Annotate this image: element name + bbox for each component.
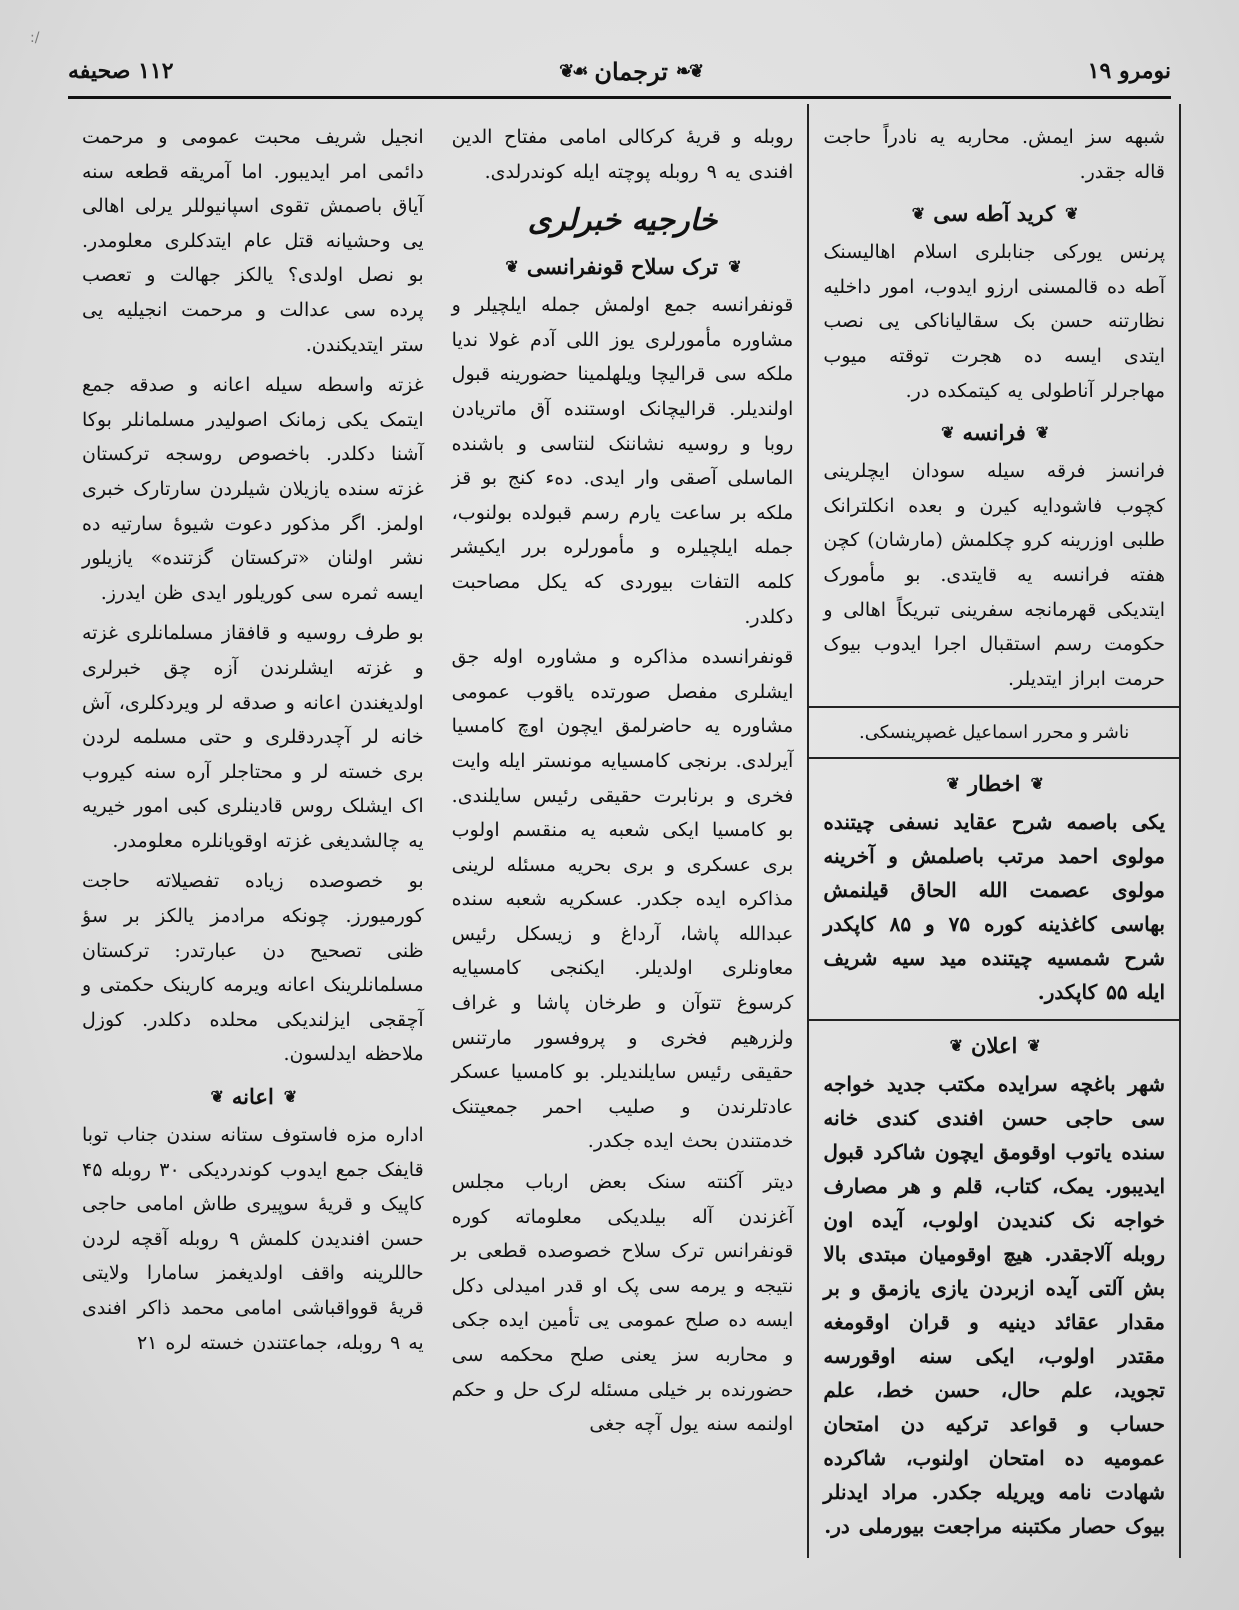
paragraph: قونفرانسده مذاکره و مشاوره اوله جق ایشلری مفصل صورتده یاقوب عمومی مشاوره یه حاضرلمق ایچون اوچ کامسیا آیرلدی. برنجی کامسیایه مونستر ایله وایت فخری و برنابرت حقیقی رئیس سایلندی. بو کامسیا ایکی شعبه یه منقسم اولوب بری عسکری و بری بحریه مسئله لرینی مذاکره ایده جکدر. عسکریه شعبه سنده عبدالله پاشا، آرداغ و زیسکل رئیس معاونلری اولدیلر. ایکنجی کامسیایه کرسوغ تتوآن و طرخان پاشا و غراف ولزرهیم فخری و پروفسور مارتنس حقیقی رئیس سایلندیلر. بو کامسیا عسکر عادتلرندن و صلیب احمر جمعیتنک خدمتندن بحث ایده جکدر. bbox=[451, 646, 794, 1153]
announcement-block bbox=[823, 1067, 1165, 1543]
column-middle bbox=[438, 104, 810, 1558]
ornament-icon: ❦❧ bbox=[675, 60, 703, 82]
divider bbox=[809, 757, 1179, 759]
section-heading bbox=[823, 199, 1165, 229]
header-rule bbox=[68, 96, 1171, 99]
paragraph: شبهه سز ایمش. محاربه یه نادراً حاجت قاله جقدر. bbox=[823, 126, 1166, 183]
foreign-news-heading: خارجیه خبرلری bbox=[527, 203, 718, 239]
section-title: فرانسه bbox=[962, 420, 1026, 446]
section-heading bbox=[823, 769, 1165, 799]
paragraph: شهر باغچه سرایده مکتب جدید خواجه سی حاجی حسن افندی کندی خانه سنده یاتوب اوقومق ایچون شاکرد قبول ایدیبور. یمک، کتاب، قلم و هر مصارف خواجه نک کندیدن اولوب، آیده اون روبله آلاجقدر. هیچ اوقومیان مبتدی بالا بش آلتی آیده ازبردن یازی یازمق و بر مقدار عقائد دینیه و قران اوقومغه مقتدر اولوب، ایکی سنه اوقورسه تجوید، علم حال، حسن خط، علم حساب و قواعد ترکیه دن امتحان عمومیه ده امتحان اولنوب، شاکرده شهادت نامه ویریله جکدر. مراد ایدنلر بیوک حصار مکتبنه مراجعت بیورملی در. bbox=[823, 1072, 1166, 1539]
paragraph: بو طرف روسیه و قافقاز مسلمانلری غزته و غزته ایشلرندن آزه چق خبرلری اولدیغندن اعانه و صدقه لر ویردکلری، آش خانه لر آچدردقلری و حتی مسلمه لردن بری خسته لر و محتاجلر آره سنه کیروب اک ایشلک روس قادینلری کبی امور خیریه یه چالشدیغی غزته اوقویانلره معلومدر. bbox=[82, 622, 424, 852]
section-heading bbox=[823, 418, 1165, 448]
publisher-line: ناشر و محرر اسماعیل غصپرینسکی. bbox=[859, 722, 1130, 744]
ornament-icon: ❦ bbox=[949, 1036, 962, 1056]
notice-block bbox=[823, 805, 1165, 1009]
masthead bbox=[68, 48, 1171, 94]
column-right bbox=[68, 104, 438, 1558]
ornament-icon: ❦ bbox=[946, 774, 958, 794]
section-title: اعانه bbox=[231, 1084, 274, 1110]
section-heading bbox=[452, 252, 794, 282]
section-heading bbox=[823, 1031, 1165, 1061]
paragraph: پرنس یورکی جنابلری اسلام اهالیسنک آطه ده قالمسنی ارزو ایدوب، امور داخلیه نظارتنه حسن بک سقالیاناکی یی نصب ایتدی ایسه ده هجرت توقته میوب مهاجرلر آناطولی یه کیتمکده در. bbox=[823, 241, 1166, 402]
ornament-icon: ❦ bbox=[1035, 423, 1048, 443]
ornament-icon: ❦ bbox=[911, 204, 924, 224]
paragraph: اداره مزه فاستوف ستانه سندن جناب توبا قایفک جمع ایدوب کوندردیکی ۳۰ روبله ۴۵ کاپیک و قریهٔ سوپیری طاش امامی حاجی حسن افندیدن کلمش ۹ روبله آقچه لردن حاللرینه واقف اولدیغمز سامارا ولایتی قریهٔ قوواقباشی امامی محمد ذاکر افندی یه ۹ روبله، جماعتندن خسته لره ۲۱ bbox=[82, 1124, 424, 1354]
ornament-icon: ❦ bbox=[210, 1087, 222, 1107]
newspaper-title bbox=[559, 57, 702, 86]
ornament-icon: ❦ bbox=[728, 257, 740, 277]
columns bbox=[68, 104, 1181, 1558]
section-title: اعلان bbox=[971, 1033, 1018, 1059]
section-title: کرید آطه سی bbox=[933, 201, 1056, 227]
paragraph: انجیل شریف محبت عمومی و مرحمت دائمی امر ایدیبور. اما آمریقه قطعه سنه آیاق باصمش تقوی اسپانیوللر یرلی اهالی یی وحشیانه قتل عام ایتدکلری معلومدر. بو نصل اولدی؟ یالکز جهالت و تعصب پرده سی عدالت و مرحمت انجیلیه یی ستر ایتدیکندن. bbox=[82, 126, 424, 356]
margin-scribble: :/ bbox=[30, 30, 40, 46]
issue-number: نومرو ١٩ bbox=[1087, 58, 1171, 84]
section-title: اخطار bbox=[967, 771, 1021, 797]
divider bbox=[809, 706, 1179, 708]
paragraph: بو خصوصده زیاده تفصیلاته حاجت کورمیورز. چونکه مرادمز یالکز بر سؤ ظنی تصحیح دن عبارتدر: ترکستان مسلمانلرینک اعانه ویرمه کارینک حکمتی و آچقجی ایزلندیکی محلده دکلدر. کوزل ملاحظه ایدلسون. bbox=[82, 870, 424, 1066]
paragraph: دیتر آکنته سنک بعض ارباب مجلس آغزندن آله بیلدیکی معلوماته کوره قونفرانس ترک سلاح خصوصده قطعی بر نتیجه و یرمه سی پک او قدر امیدلی دکل ایسه ده صلح عمومی یی تأمین ایده جکی و محاربه سز یعنی صلح محکمه سی حضورنده بر خیلی مسئله لرک حل و حکم اولنمه سنه یول آچه جغی bbox=[451, 1171, 794, 1436]
column-left bbox=[809, 104, 1181, 1558]
ornament-icon: ☙❦ bbox=[559, 60, 587, 82]
ornament-icon: ❦ bbox=[505, 257, 517, 277]
ornament-icon: ❦ bbox=[1065, 204, 1077, 224]
section-heading bbox=[82, 1082, 424, 1112]
paragraph: فرانسز فرقه سیله سودان ایچلرینی کچوب فاشودایه کیرن و بعده انکلترانک طلبی اوزرینه کرو چکلمش (مارشان) کچن هفته فرانسه یه قایتدی. بو مأمورک ایتدیکی قهرمانجه سفرینی تبریکاً اهالی و حکومت رسم استقبال اجرا ایدوب بیوک حرمت ابراز ایتدیلر. bbox=[823, 460, 1166, 690]
paragraph: غزته واسطه سیله اعانه و صدقه جمع ایتمک یکی زمانک اصولیدر مسلمانلر بوکا آشنا دکلدر. باخصوص روسجه ترکستان غزته سنده یازیلان شیلردن سارتارک خبری اولمز. اگر مذکور دعوت شیوهٔ سارتیه ده نشر اولنان «ترکستان گزتنده» یازیلور ایسه ثمره سی کوریلور ایدی ظن ایدرز. bbox=[82, 374, 424, 604]
ornament-icon: ❦ bbox=[941, 423, 953, 443]
page-number: ١١٢ صحیفه bbox=[68, 58, 174, 84]
paragraph: یکی باصمه شرح عقاید نسفی چیتنده مولوی احمد مرتب باصلمش و آخرینه مولوی عصمت الله الحاق قیلنمش بهاسی کاغذینه کوره ۷۵ و ۸۵ کاپکدر شرح شمسیه چیتنده مید سیه شریف ایله ۵۵ کاپکدر. bbox=[823, 810, 1166, 1005]
paragraph: روبله و قریهٔ کرکالی امامی مفتاح الدین افندی یه ۹ روبله پوچته ایله کوندرلدی. bbox=[451, 126, 794, 183]
ornament-icon: ❦ bbox=[283, 1087, 296, 1107]
paragraph: قونفرانسه جمع اولمش جمله ایلچیلر و مشاوره مأمورلری یوز اللی آدم غولا ندیا ملکه سی قرالیچا ویلهلمینا حضورینه قبول اولندیلر. قرالیچانک اوستنده آق ماتریادن روبا و روسیه نشاننک لنتاسی و باشنده الماسلی آصقی وار ایدی. دهء کنج بو قز ملکه بر ساعت یارم رسم قبولده بولنوب، جمله ایلچیلره و مأمورلره برر ایکیشر کلمه التفات بیوردی که یکل مصاحبت دکلدر. bbox=[451, 294, 794, 628]
section-title: ترک سلاح قونفرانسی bbox=[526, 254, 719, 280]
ornament-icon: ❦ bbox=[1030, 774, 1042, 794]
divider bbox=[809, 1019, 1179, 1021]
ornament-icon: ❦ bbox=[1027, 1036, 1039, 1056]
title-text: ترجمان bbox=[594, 56, 668, 86]
